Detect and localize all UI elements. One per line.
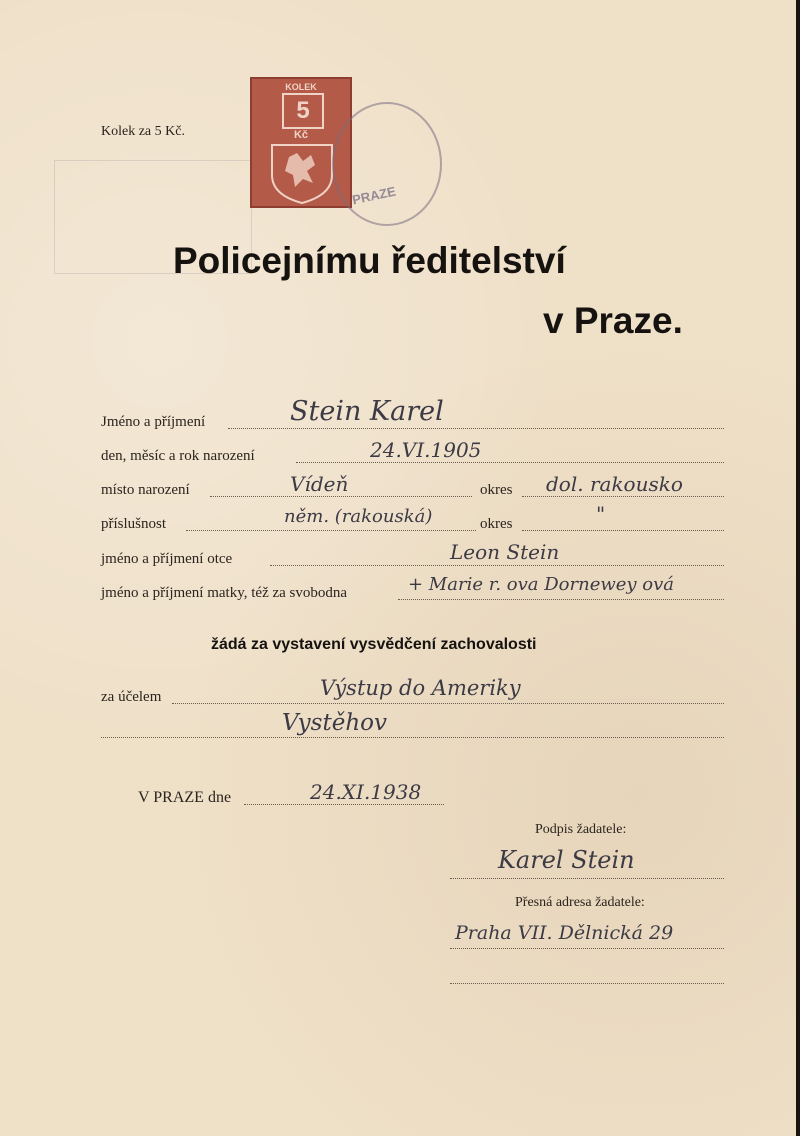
date-label: V PRAZE dne	[138, 789, 232, 806]
birthplace-district-label: okres	[480, 482, 513, 498]
signature-value: Karel Stein	[498, 846, 635, 874]
address-line	[450, 948, 724, 949]
mother-line	[398, 599, 724, 600]
name-value: Stein Karel	[290, 396, 444, 427]
signature-line	[450, 878, 724, 879]
stamp-denomination-value: 5	[296, 97, 310, 124]
stamp-currency: Kč	[293, 129, 309, 141]
father-line	[270, 565, 724, 566]
birthplace-district-value: dol. rakousko	[546, 472, 683, 496]
postmark-stamp	[332, 102, 442, 226]
address-value: Praha VII. Dělnická 29	[455, 922, 674, 944]
nationality-district-label: okres	[480, 516, 513, 532]
father-label: jméno a příjmení otce	[101, 551, 233, 567]
nationality-district-line	[522, 530, 724, 531]
dob-label: den, měsíc a rok narození	[101, 448, 255, 464]
coat-of-arms-icon	[267, 141, 337, 205]
nationality-label: příslušnost	[101, 516, 167, 532]
birthplace-district-line	[522, 496, 724, 497]
stamp-denomination	[282, 93, 324, 129]
title-line1: Policejnímu ředitelství	[173, 240, 566, 281]
birthplace-line	[210, 496, 472, 497]
postmark-text: PRAZE	[350, 183, 398, 208]
address-label: Přesná adresa žadatele:	[515, 895, 645, 910]
purpose-value: Výstup do Ameriky	[320, 676, 521, 700]
signature-label: Podpis žadatele:	[535, 822, 627, 837]
nationality-line	[186, 530, 476, 531]
purpose-note: Vystěhov	[282, 710, 387, 736]
purpose-line-2	[101, 737, 724, 738]
purpose-line	[172, 703, 724, 704]
nationality-district-value: "	[596, 502, 606, 526]
address-line-2	[450, 983, 724, 984]
page-edge-shadow	[796, 0, 800, 1136]
birthplace-label: místo narození	[101, 482, 190, 498]
name-label: Jméno a příjmení	[101, 414, 206, 430]
name-line	[228, 428, 724, 429]
date-value: 24.XI.1938	[310, 780, 422, 804]
birthplace-value: Vídeň	[290, 472, 349, 496]
mother-value: + Marie r. ova Dornewey ová	[408, 574, 675, 595]
title-line2: v Praze.	[543, 300, 683, 341]
father-value: Leon Stein	[450, 540, 560, 564]
nationality-value: něm. (rakouská)	[284, 506, 433, 527]
dob-value: 24.VI.1905	[370, 438, 482, 462]
date-line	[244, 804, 444, 805]
mother-label: jméno a příjmení matky, též za svobodna	[101, 585, 348, 601]
stamp-top-text: KOLEK	[285, 82, 317, 92]
request-text: žádá za vystavení vysvědčení zachovalosti	[211, 636, 537, 653]
fee-stamp-note: Kolek za 5 Kč.	[101, 124, 185, 139]
dob-line	[296, 462, 724, 463]
purpose-label: za účelem	[101, 689, 162, 705]
